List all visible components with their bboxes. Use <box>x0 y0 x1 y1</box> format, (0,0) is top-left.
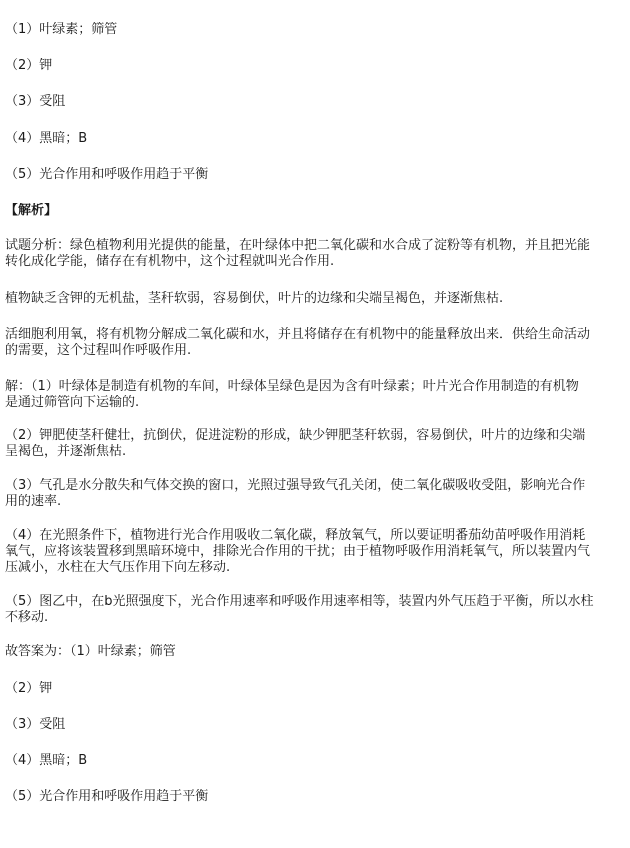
final-answer-line-2: （2）钾 <box>5 681 53 696</box>
paragraph-line: 是通过筛管向下运输的. <box>5 395 140 410</box>
solution-paragraph <box>5 379 628 411</box>
paragraph-line: 的需要，这个过程叫作呼吸作用. <box>5 343 192 358</box>
final-answer-line-5: （5）光合作用和呼吸作用趋于平衡 <box>5 789 209 804</box>
analysis-heading: 【解析】 <box>5 203 58 218</box>
paragraph-line: 解：（1）叶绿体是制造有机物的车间，叶绿体呈绿色是因为含有叶绿素；叶片光合作用制造的有机物 <box>5 379 579 394</box>
final-answer-line-4: （4）黑暗；B <box>5 753 88 768</box>
paragraph-line: （3）气孔是水分散失和气体交换的窗口，光照过强导致气孔关闭，使二氧化碳吸收受阻，影响光合作 <box>5 478 586 493</box>
solution-paragraph <box>5 428 628 460</box>
answer-line-1: （1）叶绿素；筛管 <box>5 22 118 37</box>
paragraph-line: （4）在光照条件下，植物进行光合作用吸收二氧化碳，释放氧气，所以要证明番茄幼苗呼吸作用消耗 <box>5 528 586 543</box>
answer-line-5: （5）光合作用和呼吸作用趋于平衡 <box>5 167 209 182</box>
paragraph-line: 试题分析：绿色植物利用光提供的能量，在叶绿体中把二氧化碳和水合成了淀粉等有机物，并且把光能 <box>5 238 591 253</box>
paragraph-line: 转化成化学能，储存在有机物中，这个过程就叫光合作用. <box>5 254 335 269</box>
paragraph-line: 氧气，应将该装置移到黑暗环境中，排除光合作用的干扰；由于植物呼吸作用消耗氧气，所以装置内气 <box>5 544 591 559</box>
paragraph-line: （2）钾肥使茎秆健壮，抗倒伏，促进淀粉的形成，缺少钾肥茎秆软弱，容易倒伏，叶片的边缘和尖端 <box>5 428 586 443</box>
analysis-paragraph <box>5 327 628 359</box>
solution-paragraph <box>5 478 628 510</box>
solution-paragraph <box>5 528 628 576</box>
final-answer-line-1: 故答案为：（1）叶绿素；筛管 <box>5 644 176 659</box>
analysis-paragraph <box>5 238 628 270</box>
paragraph-line: （5）图乙中，在b光照强度下，光合作用速率和呼吸作用速率相等，装置内外气压趋于平衡，所以水柱 <box>5 594 594 609</box>
answer-line-3: （3）受阻 <box>5 94 66 109</box>
paragraph-line: 呈褐色，并逐渐焦枯. <box>5 444 127 459</box>
paragraph-line: 不移动. <box>5 610 49 625</box>
paragraph-line: 活细胞利用氧，将有机物分解成二氧化碳和水，并且将储存在有机物中的能量释放出来．供给生命活动 <box>5 327 591 342</box>
paragraph-line: 压减小，水柱在大气压作用下向左移动. <box>5 560 231 575</box>
final-answer-line-3: （3）受阻 <box>5 717 66 732</box>
answer-line-4: （4）黑暗；B <box>5 131 88 146</box>
paragraph-line: 植物缺乏含钾的无机盐，茎秆软弱，容易倒伏，叶片的边缘和尖端呈褐色，并逐渐焦枯. <box>5 291 504 306</box>
analysis-paragraph <box>5 291 628 307</box>
answer-line-2: （2）钾 <box>5 58 53 73</box>
solution-paragraph <box>5 594 628 626</box>
paragraph-line: 用的速率. <box>5 494 62 509</box>
